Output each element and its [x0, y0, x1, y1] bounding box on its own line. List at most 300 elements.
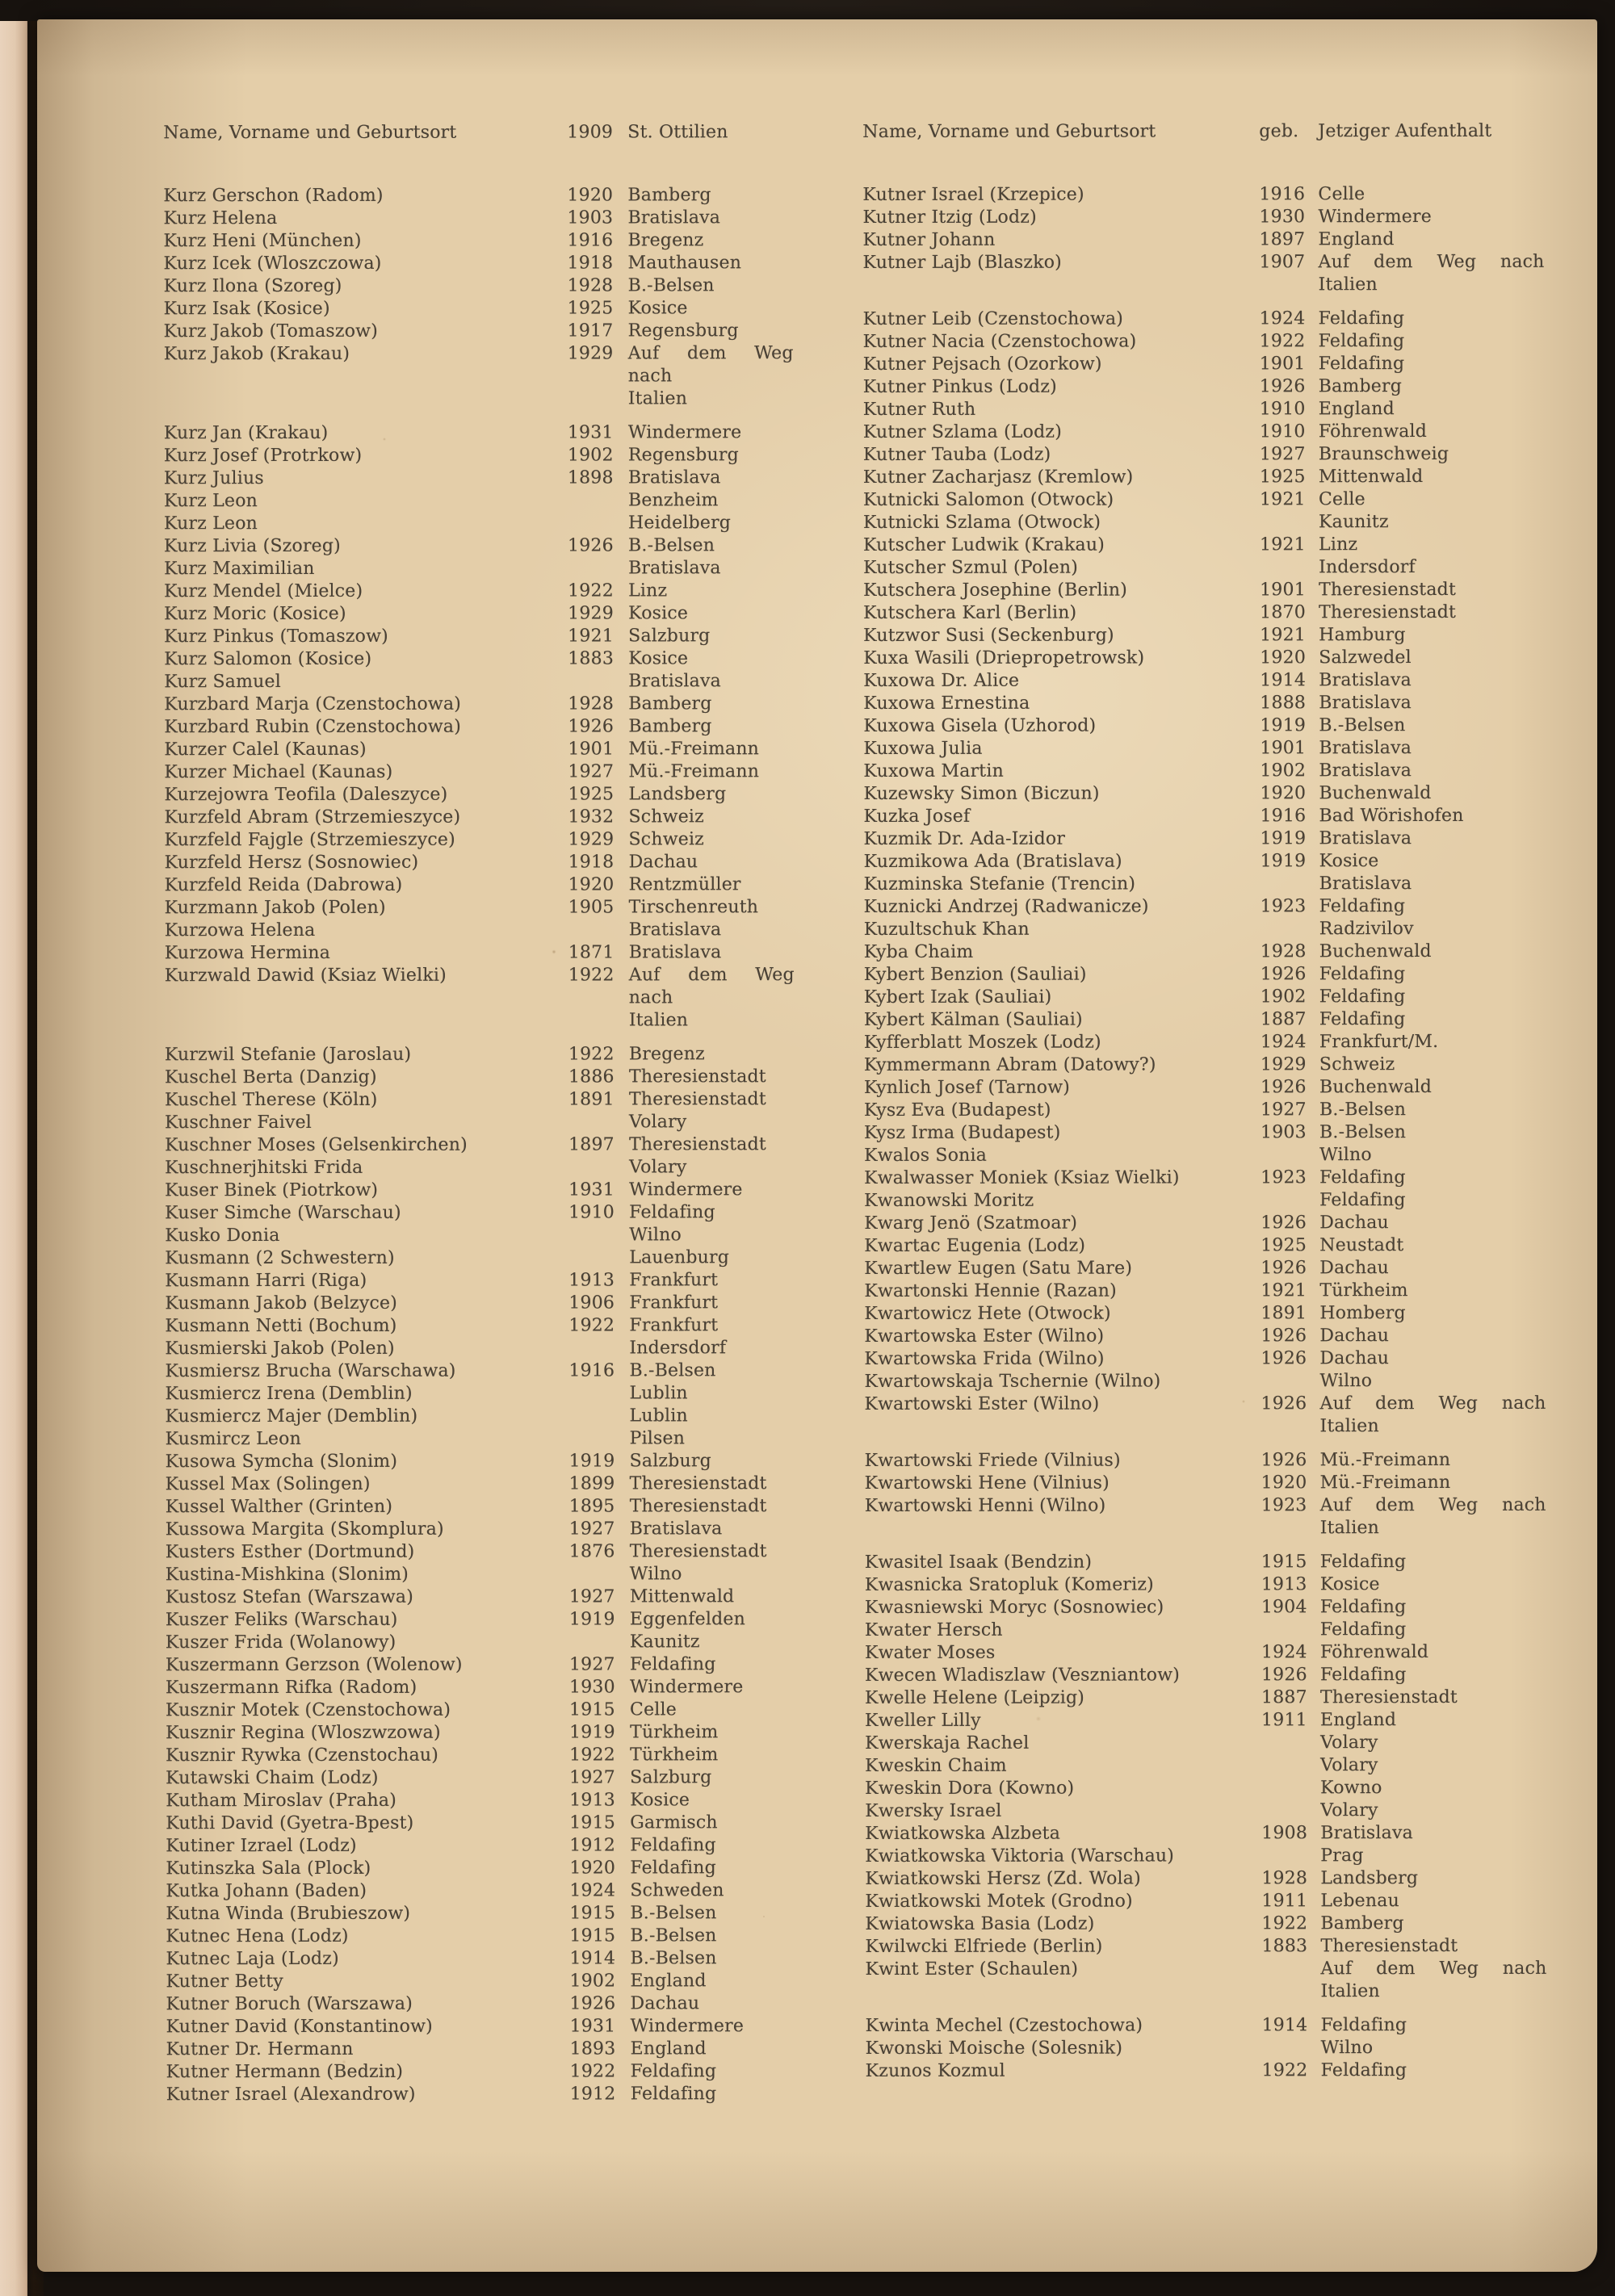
table-row — [864, 1076, 1546, 1100]
entry-name: Kuxowa Julia — [863, 738, 983, 759]
entry-location: Celle — [1318, 489, 1365, 510]
entry-birth-year — [568, 670, 628, 693]
table-row — [865, 1619, 1546, 1642]
entry-birth-year: 1922 — [568, 580, 614, 601]
entry-name: Kutscher Ludwik (Krakau) — [863, 534, 1105, 555]
entry-birth-year — [1261, 1800, 1320, 1822]
entry-birth-year: 1913 — [1261, 1574, 1307, 1595]
entry-birth-year: 1924 — [1260, 1032, 1307, 1053]
table-row — [863, 466, 1545, 489]
entry-location: Dachau — [1319, 1213, 1389, 1234]
table-row — [865, 1777, 1546, 1800]
entry-name: Kusznir Rywka (Czenstochau) — [166, 1745, 439, 1766]
entry-location: Feldafing — [1319, 987, 1406, 1008]
entry-location: Feldafing — [630, 2061, 717, 2082]
table-row — [163, 229, 793, 253]
entry-location: Buchenwald — [1319, 1077, 1433, 1098]
entry-name: Kurzejowra Teofila (Daleszyce) — [164, 784, 448, 806]
table-row — [864, 895, 1546, 919]
entry-location: England — [1320, 1710, 1397, 1731]
table-row — [863, 737, 1545, 760]
entry-name: Kwiatkowski Hersz (Zd. Wola) — [865, 1868, 1141, 1889]
entry-name: Kurzowa Hermina — [164, 942, 331, 964]
table-row — [166, 1586, 795, 1609]
entry-name: Kuschner Moses (Gelsenkirchen) — [165, 1134, 468, 1156]
entry-name: Kuxowa Gisela (Uzhorod) — [863, 715, 1097, 736]
entry-name: Kwater Moses — [864, 1642, 996, 1663]
entry-birth-year — [1261, 918, 1319, 941]
table-row — [164, 252, 794, 275]
table-row — [865, 1754, 1546, 1778]
entry-location: Feldafing — [1318, 354, 1405, 375]
table-row — [865, 1935, 1546, 1959]
entry-birth-year: 1906 — [568, 1293, 615, 1313]
entry-location: Schweiz — [1319, 1054, 1395, 1075]
table-row — [166, 1608, 795, 1632]
entry-birth-year: 1924 — [569, 1880, 616, 1901]
table-row — [864, 1054, 1546, 1077]
entry-location: Theresienstadt — [1319, 601, 1457, 623]
table-row — [862, 183, 1544, 207]
table-row — [165, 1314, 795, 1338]
table-row — [865, 1596, 1546, 1619]
entry-location: Bamberg — [628, 693, 712, 714]
entry-location: Wilno — [1319, 1371, 1373, 1392]
entry-birth-year — [1261, 1619, 1320, 1641]
table-row — [164, 342, 794, 388]
entry-name: Kurzfeld Fajgle (Strzemieszyce) — [164, 829, 455, 851]
entry-location: Landsberg — [1320, 1868, 1419, 1889]
entry-birth-year: 1922 — [1259, 331, 1306, 352]
entry-name: Kwasnicka Sratopluk (Komeriz) — [864, 1574, 1154, 1595]
entry-birth-year — [1260, 556, 1319, 579]
entry-name: Kuszer Feliks (Warschau) — [165, 1609, 398, 1631]
entry-location: Föhrenwald — [1319, 1642, 1429, 1663]
entry-birth-year: 1922 — [569, 2061, 616, 2082]
entry-location: Windermere — [630, 2016, 745, 2037]
table-row — [864, 1212, 1546, 1235]
table-row — [164, 760, 794, 784]
table-row — [863, 421, 1545, 444]
entry-birth-year — [1261, 873, 1319, 895]
entry-location: Frankfurt — [629, 1270, 719, 1291]
entry-location: Salzwedel — [1319, 647, 1412, 668]
entry-birth-year: 1923 — [1260, 896, 1307, 917]
entry-birth-year — [568, 1337, 629, 1360]
entry-birth-year: 1927 — [569, 1767, 615, 1788]
entry-name: Kutner Betty — [166, 1971, 283, 1992]
row-gap — [865, 1438, 1546, 1450]
entry-birth-year — [1260, 511, 1319, 534]
entry-name: Kuzminska Stefanie (Trencin) — [863, 874, 1136, 895]
entry-name: Kutnec Laja (Lodz) — [166, 1948, 339, 1970]
entry-location: Feldafing — [1319, 896, 1406, 917]
table-row — [866, 2014, 1547, 2038]
entry-name: Kweller Lilly — [865, 1710, 981, 1731]
entry-name: Kutiner Izrael (Lodz) — [166, 1835, 357, 1857]
entry-name: Kwiatkowska Viktoria (Warschau) — [865, 1846, 1175, 1867]
entry-name: Kurzowa Helena — [164, 920, 316, 941]
entry-name: Kwonski Moische (Solesnik) — [865, 2038, 1123, 2059]
table-row — [166, 1518, 795, 1541]
table-row — [864, 850, 1546, 874]
table-row — [165, 1043, 795, 1066]
entry-name: Kweskin Chaim — [865, 1755, 1007, 1776]
table-row — [865, 1958, 1546, 1981]
entry-birth-year: 1911 — [1261, 1710, 1307, 1731]
table-row — [865, 1709, 1546, 1732]
table-row — [164, 602, 794, 626]
table-row — [864, 1370, 1546, 1393]
entry-name: Kurzer Calel (Kaunas) — [164, 739, 367, 760]
entry-location: B.-Belsen — [630, 1948, 717, 1969]
table-row — [864, 918, 1546, 941]
entry-location: Rentzmüller — [628, 874, 741, 895]
entry-birth-year: 1897 — [568, 1134, 615, 1155]
entry-location: England — [630, 2038, 707, 2059]
entry-location: Volary — [1320, 1755, 1378, 1776]
table-row — [864, 1347, 1546, 1371]
entry-birth-year — [1261, 1144, 1319, 1167]
entry-name: Kysz Irma (Budapest) — [864, 1122, 1061, 1143]
entry-location: Feldafing — [1319, 1167, 1406, 1188]
entry-location: B.-Belsen — [630, 1925, 717, 1946]
entry-name: Kwiatkowska Alzbeta — [865, 1823, 1061, 1844]
entry-name: Kutner Johann — [862, 229, 996, 250]
table-row — [165, 1009, 795, 1033]
table-row — [166, 1902, 795, 1925]
entry-location: Theresienstadt — [629, 1473, 767, 1494]
entry-name: Kustina-Mishkina (Slonim) — [165, 1564, 409, 1586]
entry-birth-year — [1261, 1845, 1320, 1867]
table-row — [166, 1834, 795, 1858]
table-row — [166, 1744, 795, 1767]
entry-location: Feldafing — [1318, 308, 1405, 329]
entry-birth-year — [1261, 1958, 1320, 1980]
entry-location: Bratislava — [1319, 828, 1412, 849]
table-row — [864, 986, 1546, 1009]
table-row — [165, 1179, 795, 1202]
table-row — [864, 1257, 1546, 1280]
table-row — [862, 206, 1544, 229]
table-row — [864, 1031, 1546, 1054]
entry-birth-year: 1931 — [569, 2016, 616, 2037]
entry-birth-year: 1914 — [1261, 2015, 1308, 2036]
table-row — [165, 1156, 795, 1179]
entry-birth-year — [568, 512, 628, 534]
entry-birth-year: 1913 — [568, 1270, 615, 1291]
entry-birth-year — [1261, 1415, 1320, 1438]
entry-birth-year: 1919 — [1260, 715, 1307, 736]
entry-birth-year — [568, 1246, 629, 1269]
entry-location: Wilno — [629, 1225, 682, 1246]
entry-name: Kwartowski Ester (Wilno) — [864, 1393, 1100, 1414]
adjacent-page-edge — [0, 21, 27, 2296]
entry-name: Kuxa Wasili (Driepropetrowsk) — [863, 647, 1145, 668]
entry-location: Italien — [628, 1010, 689, 1031]
entry-name: Kwint Ester (Schaulen) — [865, 1959, 1079, 1980]
entry-birth-year: 1928 — [1261, 1868, 1308, 1889]
entry-location: Bad Wörishofen — [1319, 805, 1464, 827]
entry-name: Kurz Heni (München) — [163, 230, 362, 252]
entry-name: Kurzer Michael (Kaunas) — [164, 761, 393, 783]
entry-location: Kaunitz — [629, 1632, 700, 1653]
table-row — [863, 601, 1545, 625]
entry-location: Feldafing — [1320, 2060, 1407, 2081]
table-row — [864, 827, 1546, 851]
entry-name: Kuschnerjhitski Frida — [165, 1157, 363, 1179]
row-gap — [866, 2003, 1547, 2015]
entry-name: Kuzultschuk Khan — [863, 919, 1030, 940]
entry-location: Feldafing — [1320, 2015, 1407, 2036]
entry-birth-year: 1901 — [1260, 580, 1306, 601]
entry-location: Türkheim — [630, 1745, 719, 1766]
table-row — [864, 1144, 1546, 1167]
entry-birth-year: 1919 — [568, 1609, 615, 1630]
entry-location: Windermere — [629, 1179, 743, 1200]
entry-name: Kwelle Helene (Leipzig) — [864, 1687, 1085, 1708]
entry-birth-year: 1921 — [1259, 489, 1306, 510]
entry-location: Auf dem Weg nach — [1319, 1494, 1546, 1516]
entry-location: Italien — [1319, 1518, 1380, 1539]
table-row — [164, 320, 794, 343]
entry-name: Kuxowa Ernestina — [863, 693, 1030, 714]
entry-name: Kurz Moric (Kosice) — [164, 603, 346, 625]
entry-location: Radzivilov — [1319, 919, 1414, 940]
entry-name: Kutham Miroslav (Praha) — [166, 1790, 396, 1812]
entry-name: Kurz Mendel (Mielce) — [164, 580, 363, 602]
entry-birth-year — [568, 489, 628, 512]
entry-location: Theresienstadt — [1319, 579, 1457, 601]
entry-name: Kwartac Eugenia (Lodz) — [864, 1235, 1086, 1256]
entry-birth-year: 1931 — [568, 1179, 615, 1200]
entry-name — [863, 274, 1260, 297]
entry-name: Kuszermann Gerzson (Wolenow) — [165, 1654, 463, 1676]
entry-location: Föhrenwald — [1318, 421, 1428, 442]
entry-location: Theresienstadt — [629, 1541, 767, 1562]
entry-name: Kwanowski Moritz — [864, 1190, 1034, 1211]
entry-birth-year: 1924 — [1261, 1642, 1307, 1663]
table-row — [165, 1292, 795, 1315]
entry-birth-year — [569, 1631, 630, 1653]
entry-birth-year — [568, 919, 629, 941]
entry-location: Kosice — [1319, 851, 1379, 872]
entry-location: Buchenwald — [1319, 783, 1432, 804]
entry-location: Dachau — [1319, 1326, 1390, 1347]
entry-location: Volary — [629, 1157, 687, 1178]
table-row — [864, 1121, 1546, 1145]
table-row — [166, 2060, 796, 2084]
entry-name: Kuser Simche (Warschau) — [165, 1202, 401, 1224]
entry-birth-year: 1920 — [1261, 1473, 1307, 1494]
right-column — [862, 120, 1546, 2105]
entry-location: Prag — [1320, 1846, 1364, 1867]
entry-name: Kuschel Berta (Danzig) — [164, 1066, 377, 1088]
entry-name: Kurzfeld Abram (Strzemieszyce) — [164, 807, 461, 828]
entry-birth-year: 1903 — [1261, 1122, 1307, 1143]
entry-birth-year: 1870 — [1260, 602, 1306, 623]
entry-location: B.-Belsen — [1319, 1122, 1407, 1143]
entry-name: Kutnicki Szlama (Otwock) — [862, 512, 1101, 533]
entry-location: Regensburg — [627, 321, 739, 341]
table-row — [863, 251, 1545, 274]
entry-birth-year: 1911 — [1261, 1891, 1308, 1912]
entry-birth-year: 1899 — [568, 1473, 615, 1494]
entry-name: Kutschera Karl (Berlin) — [863, 602, 1077, 623]
table-row — [864, 1234, 1546, 1258]
entry-location: Bratislava — [1319, 693, 1412, 714]
entry-location: Bratislava — [1320, 1823, 1413, 1844]
table-row — [864, 1008, 1546, 1032]
entry-name: Kuzmikowa Ada (Bratislava) — [863, 851, 1122, 872]
entry-name: Kuszermann Rifka (Radom) — [165, 1677, 417, 1699]
entry-location: Feldafing — [1319, 1619, 1407, 1640]
table-row — [165, 1337, 795, 1360]
entry-name: Kutner Tauba (Lodz) — [862, 444, 1051, 465]
table-row — [165, 1224, 795, 1247]
entry-name: Kysz Eva (Budapest) — [863, 1100, 1051, 1121]
entry-name: Kutner Israel (Krzepice) — [862, 184, 1084, 205]
entry-birth-year: 1902 — [1260, 987, 1307, 1008]
entry-name: Kwartowska Frida (Wilno) — [864, 1348, 1105, 1369]
entry-birth-year: 1925 — [1261, 1235, 1307, 1256]
entry-birth-year: 1926 — [1261, 1213, 1307, 1234]
table-row — [164, 467, 794, 490]
table-row — [863, 488, 1545, 512]
entry-birth-year: 1928 — [567, 275, 614, 296]
entry-birth-year: 1929 — [567, 343, 614, 364]
entry-location: Kosice — [628, 648, 689, 669]
entry-location: B.-Belsen — [628, 535, 715, 556]
table-row — [864, 1189, 1546, 1213]
entry-location: Dachau — [1319, 1258, 1390, 1279]
entry-name: Kurzmann Jakob (Polen) — [164, 897, 386, 919]
table-row — [164, 421, 794, 445]
left-header-carryover-place: St. Ottilien — [627, 122, 728, 143]
entry-location: Mittenwald — [629, 1586, 735, 1607]
entry-location: Bratislava — [1319, 874, 1412, 895]
entry-location: Wilno — [629, 1564, 682, 1585]
entry-birth-year — [568, 1156, 629, 1179]
entry-name: Kuznicki Andrzej (Radwanicze) — [863, 896, 1149, 917]
entry-birth-year: 1919 — [1260, 851, 1307, 872]
entry-name: Kurz Samuel — [164, 672, 281, 693]
entry-name — [164, 388, 568, 412]
entry-location: Theresienstadt — [628, 1066, 766, 1087]
table-row — [164, 580, 794, 603]
table-row — [865, 1472, 1546, 1495]
entry-location: Theresienstadt — [629, 1496, 767, 1517]
entry-name: Kusmann Jakob (Belzyce) — [165, 1293, 398, 1314]
entry-birth-year: 1915 — [569, 1925, 616, 1946]
table-row — [163, 207, 793, 230]
entry-location: Türkheim — [630, 1722, 719, 1743]
table-row — [165, 1382, 795, 1406]
table-row — [865, 1664, 1546, 1687]
entry-name: Kurz Icek (Wloszczowa) — [163, 253, 382, 274]
left-column — [163, 121, 795, 2106]
entry-name: Kutner Dr. Hermann — [166, 2038, 354, 2060]
entry-name: Kurz Jakob (Krakau) — [163, 343, 350, 365]
entry-birth-year: 1923 — [1261, 1167, 1307, 1188]
table-row — [863, 353, 1545, 376]
table-row — [166, 1721, 795, 1745]
table-row — [865, 1732, 1546, 1755]
table-row — [865, 1913, 1546, 1936]
table-row — [164, 625, 794, 648]
table-row — [164, 738, 794, 761]
entry-name: Kwiatkowski Motek (Grodno) — [865, 1891, 1133, 1912]
entry-name: Kwinta Mechel (Czestochowa) — [865, 2015, 1143, 2036]
table-row — [166, 1450, 795, 1473]
table-row — [865, 1845, 1546, 1868]
entry-location: Auf dem Weg nach — [627, 343, 794, 387]
table-row — [164, 715, 794, 739]
entry-birth-year: 1918 — [568, 852, 615, 873]
entry-birth-year: 1920 — [569, 1858, 616, 1879]
entry-name: Kutner David (Konstantinow) — [166, 2016, 433, 2038]
entry-name: Kutnec Hena (Lodz) — [166, 1925, 349, 1947]
entry-name: Kurz Leon — [163, 513, 258, 534]
entry-birth-year: 1910 — [568, 1202, 615, 1223]
table-row — [166, 1812, 795, 1835]
entry-location: Feldafing — [1319, 1597, 1407, 1618]
table-row — [164, 512, 794, 535]
table-row — [862, 228, 1544, 252]
table-row — [864, 941, 1546, 964]
table-row — [166, 1699, 795, 1722]
entry-birth-year — [568, 1009, 629, 1032]
entry-location: Schweden — [630, 1880, 724, 1901]
entry-birth-year: 1922 — [568, 965, 615, 986]
entry-birth-year: 1910 — [1259, 399, 1306, 420]
entry-name: Kuzmik Dr. Ada-Izidor — [863, 828, 1066, 849]
table-row — [164, 806, 794, 829]
entry-birth-year: 1919 — [568, 1451, 615, 1472]
table-row — [165, 1269, 795, 1293]
entry-name: Kutner Israel (Alexandrow) — [166, 2084, 416, 2105]
right-header-aufenthalt-label: Jetziger Aufenthalt — [1318, 120, 1492, 142]
entry-location: Dachau — [628, 852, 698, 873]
entry-birth-year: 1927 — [568, 1586, 615, 1607]
table-row — [865, 1867, 1546, 1891]
table-row — [166, 2015, 796, 2038]
entry-location: Buchenwald — [1319, 941, 1432, 962]
entry-location: Feldafing — [1319, 1190, 1406, 1211]
entry-birth-year: 1928 — [568, 693, 615, 714]
entry-location: Bratislava — [1319, 738, 1412, 759]
entry-location: Volary — [1320, 1732, 1378, 1753]
table-row — [866, 2059, 1547, 2083]
entry-birth-year: 1918 — [567, 253, 614, 274]
entry-name: Kuschel Therese (Köln) — [164, 1089, 378, 1111]
entry-location: Wilno — [1320, 2038, 1374, 2059]
entry-birth-year: 1887 — [1260, 1009, 1307, 1030]
entry-birth-year: 1926 — [568, 716, 615, 737]
entry-name: Kybert Izak (Sauliai) — [863, 987, 1052, 1008]
table-row — [864, 1302, 1546, 1326]
entry-birth-year: 1926 — [1261, 1258, 1307, 1279]
entry-birth-year — [568, 557, 628, 580]
table-row — [164, 444, 794, 467]
row-gap — [863, 296, 1545, 308]
entry-birth-year — [1261, 1370, 1319, 1393]
entry-name: Kyba Chaim — [863, 941, 974, 962]
table-row — [865, 1890, 1546, 1913]
entry-location: Feldafing — [629, 1202, 715, 1223]
table-row — [865, 1415, 1546, 1439]
table-row — [166, 1789, 795, 1812]
